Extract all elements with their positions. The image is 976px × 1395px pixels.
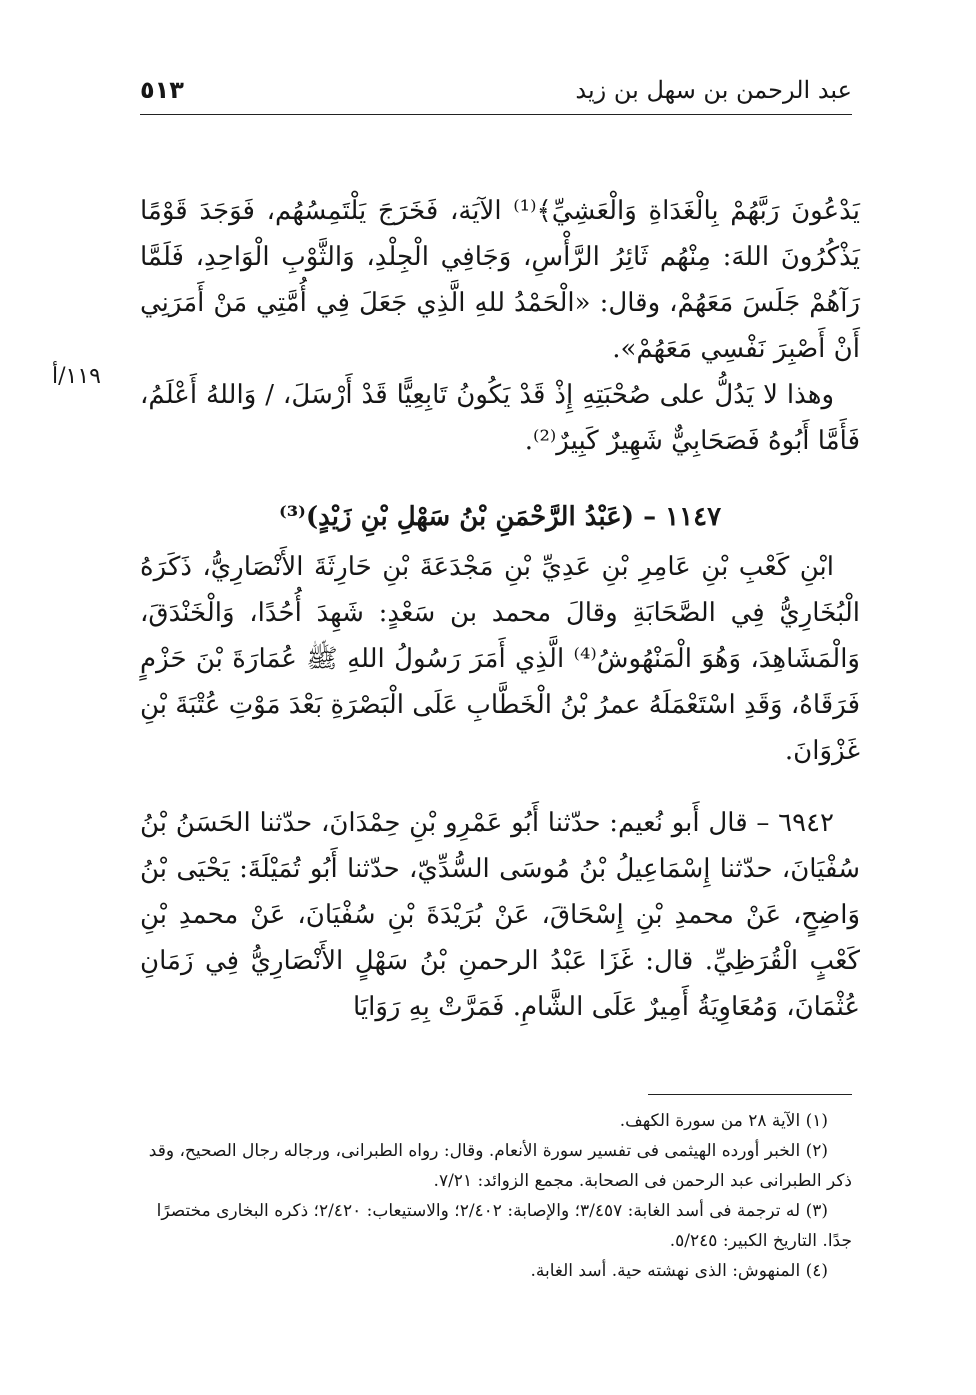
entry-heading: ١١٤٧ – (عَبْدُ الرَّحْمَنِ بْنُ سَهْلِ بْنِ زَيْدٍ)⁽³⁾ xyxy=(278,502,722,532)
paragraph-commentary: وهذا لا يَدُلُّ على صُحْبَتِهِ إِذْ قَدْ يَكُونُ تَابِعِيًّا قَدْ أَرْسَلَ، / وَاللهُ أَعْلَمُ، فَأَمَّا أَبُوهُ فَصَحَابِيٌّ شَهِيرٌ كَبِيرٌ⁽²⁾. xyxy=(140,380,860,456)
main-text xyxy=(140,188,860,1030)
paragraph-hadith: ٦٩٤٢ – قال أَبو نُعيم: حدّثنا أَبُو عَمْرِو بْنِ حِمْدَانَ، حدّثنا الحَسَنُ بْنُ سُفْيَانَ، حدّثنا إِسْمَاعِيلُ بْنُ مُوسَى السُّدِّيّ، حدّثنا أَبُو تُمَيْلَةَ: يَحْيَى بْنُ وَاضِحٍ، عَنْ محمدِ بْنِ إِسْحَاقَ، عَنْ بُرَيْدَةَ بْنِ سُفْيَانَ، عَنْ محمدِ بْنِ كَعْبٍ الْقُرَظِيِّ. قال: غَزَا عَبْدُ الرحمنِ بْنُ سَهْلٍ الأَنْصَارِيُّ فِي زَمَانِ عُثْمَانَ، وَمُعَاوِيَةُ أَمِيرٌ عَلَى الشَّامِ. فَمَرَّتْ بِهِ رَوَايَا xyxy=(140,808,860,1022)
footnotes xyxy=(140,1106,852,1286)
footnote-4: (٤) المنهوش: الذى نهشته حية. أسد الغابة. xyxy=(530,1261,828,1281)
paragraph-biography: ابْنِ كَعْبِ بْنِ عَامِرِ بْنِ عَدِيِّ بْنِ مَجْدَعَةَ بْنِ حَارِثَةَ الأَنْصَارِيُّ، ذَكَرَهُ الْبُخَارِيُّ فِي الصَّحَابَةِ وقالَ محمد بن سَعْدٍ: شَهِدَ أُحُدًا، وَالْخَنْدَقَ، وَالْمَشَاهِدَ، وَهُوَ الْمَنْهُوشُ⁽⁴⁾ الَّذِي أَمَرَ رَسُولُ اللهِ ﷺ عُمَارَةَ بْنَ حَزْمٍ فَرَقَاهُ، وَقَدِ اسْتَعْمَلَهُ عمرُ بْنُ الْخَطَّابِ عَلَى الْبَصْرَةِ بَعْدَ مَوْتِ عُتْبَةَ بْنِ غَزْوَانَ. xyxy=(140,552,860,766)
running-head: عبد الرحمن بن سهل بن زيد xyxy=(575,76,852,104)
paragraph-continuation: يَدْعُونَ رَبَّهُمْ بِالْغَدَاةِ وَالْعَشِيِّ﴾⁽¹⁾ الآيَة، فَخَرَجَ يَلْتَمِسُهُم، فَوَجَدَ قَوْمًا يَذْكُرُونَ اللهَ: مِنْهُم ثَائِرُ الرَّأْسِ، وَجَافِي الْجِلْدِ، وَالثَّوْبِ الْوَاحِدِ، فَلَمَّا رَآهُمْ جَلَسَ مَعَهُمْ، وقال: «الْحَمْدُ للهِ الَّذِي جَعَلَ فِي أُمَّتِي مَنْ أَمَرَنِي أَنْ أَصْبِرَ نَفْسِي مَعَهُمْ». xyxy=(140,196,860,364)
footnote-3: (٣) له ترجمة فى أسد الغابة: ٣/٤٥٧؛ والإصابة: ٢/٤٠٢؛ والاستيعاب: ٢/٤٢٠؛ ذكره البخارى مختصرًا جدًا. التاريخ الكبير: ٥/٢٤٥. xyxy=(156,1201,852,1251)
page-number: ٥١٣ xyxy=(140,76,184,104)
header-rule xyxy=(140,114,852,115)
footnote-1: (١) الآية ٢٨ من سورة الكهف. xyxy=(619,1111,828,1131)
margin-folio-note: ١١٩/أ xyxy=(52,364,101,389)
page-header xyxy=(140,70,852,110)
footnote-2: (٢) الخبر أورده الهيثمى فى تفسير سورة الأنعام. وقال: رواه الطبرانى، ورجاله رجال الصحيح، وقد ذكر الطبرانى عبد الرحمن فى الصحابة. مجمع الزوائد: ٧/٢١. xyxy=(148,1141,852,1191)
footnote-rule xyxy=(648,1094,852,1095)
